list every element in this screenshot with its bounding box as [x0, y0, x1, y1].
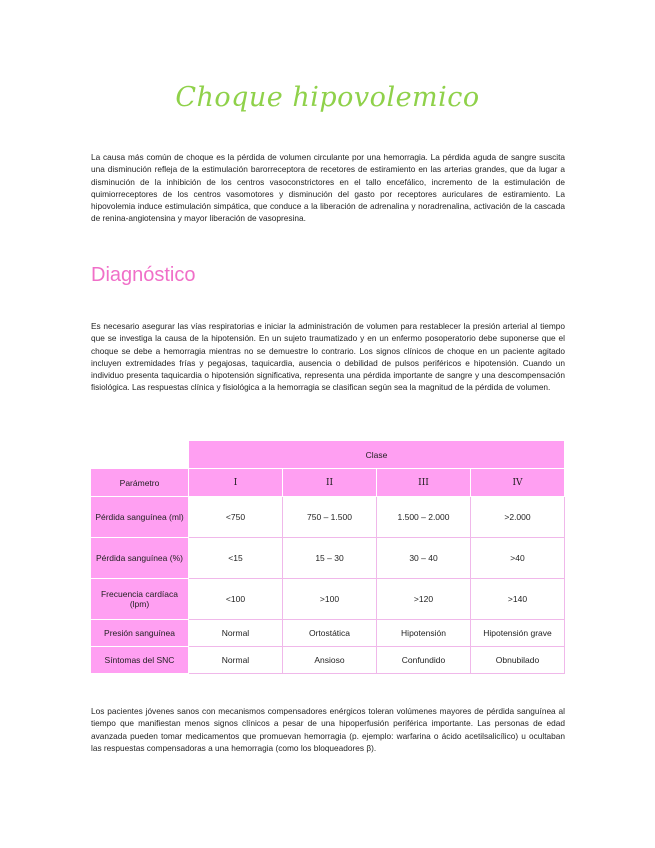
table-row [91, 620, 565, 647]
row-label: Pérdida sanguínea (%) [91, 538, 189, 579]
table-cell: 30 – 40 [377, 538, 471, 579]
clase-header: Clase [189, 441, 565, 469]
table-cell: >100 [283, 579, 377, 620]
table-row [91, 538, 565, 579]
row-label: Pérdida sanguínea (ml) [91, 497, 189, 538]
table-cell: Obnubilado [471, 647, 565, 674]
table-row [91, 647, 565, 674]
table-cell: <100 [189, 579, 283, 620]
table-row [91, 497, 565, 538]
section-heading: Diagnóstico [91, 264, 196, 286]
hemorrhage-classification-table [90, 440, 565, 674]
class-header: I [189, 469, 283, 497]
table-cell: Ansioso [283, 647, 377, 674]
class-header: II [283, 469, 377, 497]
table-cell: 750 – 1.500 [283, 497, 377, 538]
intro-paragraph: La causa más común de choque es la pérdida de volumen circulante por una hemorragia. La pérdida aguda de sangre suscita una disminución refleja de la estimulación barorreceptora de recetores de estiramiento en las arterias grandes, que da lugar a disminución de la inhibición de los centros vasoconstrictores en el tallo encefálico, incremento de la estimulación de quimiorreceptores de los centros vasomotores y disminución del gasto por receptores auriculares de estiramiento. La hipovolemia induce estimulación simpática, que conduce a la liberación de adrenalina y noradrenalina, activación de la cascada de renina-angiotensina y mayor liberación de vasopresina. [91, 152, 565, 224]
class-header: IV [471, 469, 565, 497]
row-label: Presión sanguínea [91, 620, 189, 647]
table-cell: Hipotensión grave [471, 620, 565, 647]
table-cell: Normal [189, 647, 283, 674]
param-header: Parámetro [91, 469, 189, 497]
table-cell: Hipotensión [377, 620, 471, 647]
class-header: III [377, 469, 471, 497]
table-cell: >2.000 [471, 497, 565, 538]
table-cell: >120 [377, 579, 471, 620]
table-cell: 15 – 30 [283, 538, 377, 579]
table-cell: >40 [471, 538, 565, 579]
table-cell: 1.500 – 2.000 [377, 497, 471, 538]
table-cell: Normal [189, 620, 283, 647]
row-label: Síntomas del SNC [91, 647, 189, 674]
table-cell: Ortostática [283, 620, 377, 647]
row-label: Frecuencia cardíaca (lpm) [91, 579, 189, 620]
table-corner [91, 441, 189, 469]
diagnosis-paragraph: Es necesario asegurar las vías respiratorias e iniciar la administración de volumen para restablecer la presión arterial al tiempo que se investiga la causa de la hipotensión. En un sujeto traumatizado y en un enfermo posoperatorio debe suponerse que el choque se debe a hemorragia mientras no se demuestre lo contrario. Los signos clínicos de choque en un paciente agitado incluyen extremidades frías y pegajosas, taquicardia, ausencia o debilidad de pulsos periféricos e hipotensión. Cuando un individuo presenta taquicardia o hipotensión significativa, representa una pérdida importante de sangre y una descompensación fisiológica. Las respuestas clínica y fisiológica a la hemorragia se clasifican según sea la magnitud de la pérdida de volumen. [91, 321, 565, 393]
table-cell: <750 [189, 497, 283, 538]
closing-paragraph: Los pacientes jóvenes sanos con mecanismos compensadores enérgicos toleran volúmenes mayores de pérdida sanguínea al tiempo que manifiestan menos signos clínicos a pesar de una hipoperfusión periférica importante. Las personas de edad avanzada pueden tomar medicamentos que promuevan hemorragia (p. ejemplo: warfarina o ácido acetilsalicílico) u ocultaban las respuestas compensadoras a una hemorragia (como los bloqueadores β). [91, 706, 565, 753]
table-row [91, 579, 565, 620]
table-cell: <15 [189, 538, 283, 579]
table-cell: >140 [471, 579, 565, 620]
table-cell: Confundido [377, 647, 471, 674]
page-title: Choque hipovolemico [175, 82, 480, 113]
